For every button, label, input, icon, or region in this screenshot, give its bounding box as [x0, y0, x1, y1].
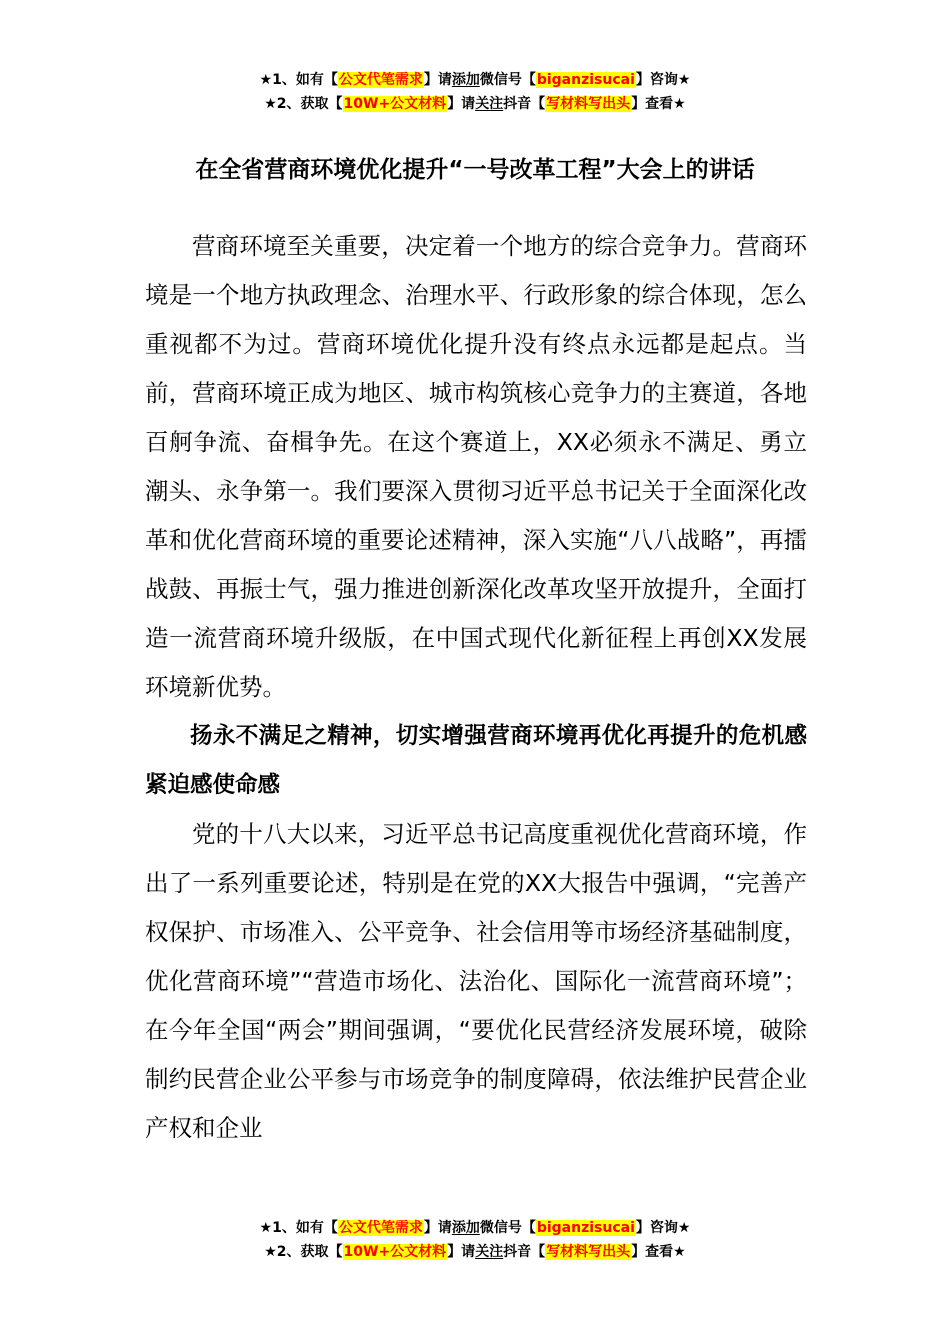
underlined-text: 关注 [475, 96, 504, 112]
notice-text: ★2、获取【 [264, 1244, 343, 1260]
underlined-text: 添加 [451, 72, 480, 88]
notice-text: 抖音【 [503, 1244, 546, 1260]
section-heading: 扬永不满足之精神，切实增强营商环境再优化再提升的危机感紧迫感使命感 [145, 723, 807, 798]
footer-notice [0, 1216, 950, 1264]
notice-text: 】请 [447, 96, 476, 112]
notice-text: ★1、如有【 [259, 72, 338, 88]
highlight-materials: 10W+公文材料 [343, 1244, 447, 1260]
highlight-douyin-account: 写材料写出头 [546, 96, 631, 112]
body-paragraph: 党的十八大以来，习近平总书记高度重视优化营商环境，作出了一系列重要论述，特别是在党的XX大报告中强调，“完善产权保护、市场准入、公平竞争、社会信用等市场经济基础制度，优化营商环境”“营造市场化、法治化、国际化一流营商环境”；在今年全国“两会”期间强调，“要优化民营经济发展环境，破除制约民营企业公平参与市场竞争的制度障碍，依法维护民营企业产权和企业 [145, 820, 807, 1142]
notice-text: 】咨询★ [635, 72, 691, 88]
notice-line-1 [0, 1216, 950, 1240]
highlight-wechat-id: biganzisucai [536, 72, 635, 88]
body-paragraph: 营商环境至关重要，决定着一个地方的综合竞争力。营商环境是一个地方执政理念、治理水平、行政形象的综合体现，怎么重视都不为过。营商环境优化提升没有终点永远都是起点。当前，营商环境正成为地区、城市构筑核心竞争力的主赛道，各地百舸争流、奋楫争先。在这个赛道上，XX必须永不满足、勇立潮头、永争第一。我们要深入贯彻习近平总书记关于全面深化改革和优化营商环境的重要论述精神，深入实施“八八战略”，再擂战鼓、再振士气，强力推进创新深化改革攻坚开放提升，全面打造一流营商环境升级版，在中国式现代化新征程上再创XX发展环境新优势。 [145, 232, 807, 701]
highlight-materials: 10W+公文材料 [343, 96, 447, 112]
notice-text: 】查看★ [631, 96, 686, 112]
highlight-wechat-id: biganzisucai [536, 1220, 635, 1236]
highlight-service: 公文代笔需求 [338, 1220, 423, 1236]
highlight-douyin-account: 写材料写出头 [546, 1244, 631, 1260]
document-body [145, 222, 807, 1153]
notice-text: 抖音【 [503, 96, 546, 112]
notice-text: 微信号【 [479, 1220, 536, 1236]
document-title: 在全省营商环境优化提升“一号改革工程”大会上的讲话 [195, 157, 755, 183]
notice-text: 】请 [423, 1220, 452, 1236]
notice-line-1 [0, 68, 950, 92]
notice-text: 】请 [447, 1244, 476, 1260]
notice-text: 】查看★ [631, 1244, 686, 1260]
notice-line-2 [0, 1240, 950, 1264]
highlight-service: 公文代笔需求 [338, 72, 423, 88]
notice-text: 】请 [423, 72, 452, 88]
underlined-text: 关注 [475, 1244, 504, 1260]
notice-text: 】咨询★ [635, 1220, 691, 1236]
header-notice [0, 68, 950, 116]
notice-text: ★1、如有【 [259, 1220, 338, 1236]
notice-text: ★2、获取【 [264, 96, 343, 112]
notice-text: 微信号【 [479, 72, 536, 88]
notice-line-2 [0, 92, 950, 116]
underlined-text: 添加 [451, 1220, 480, 1236]
